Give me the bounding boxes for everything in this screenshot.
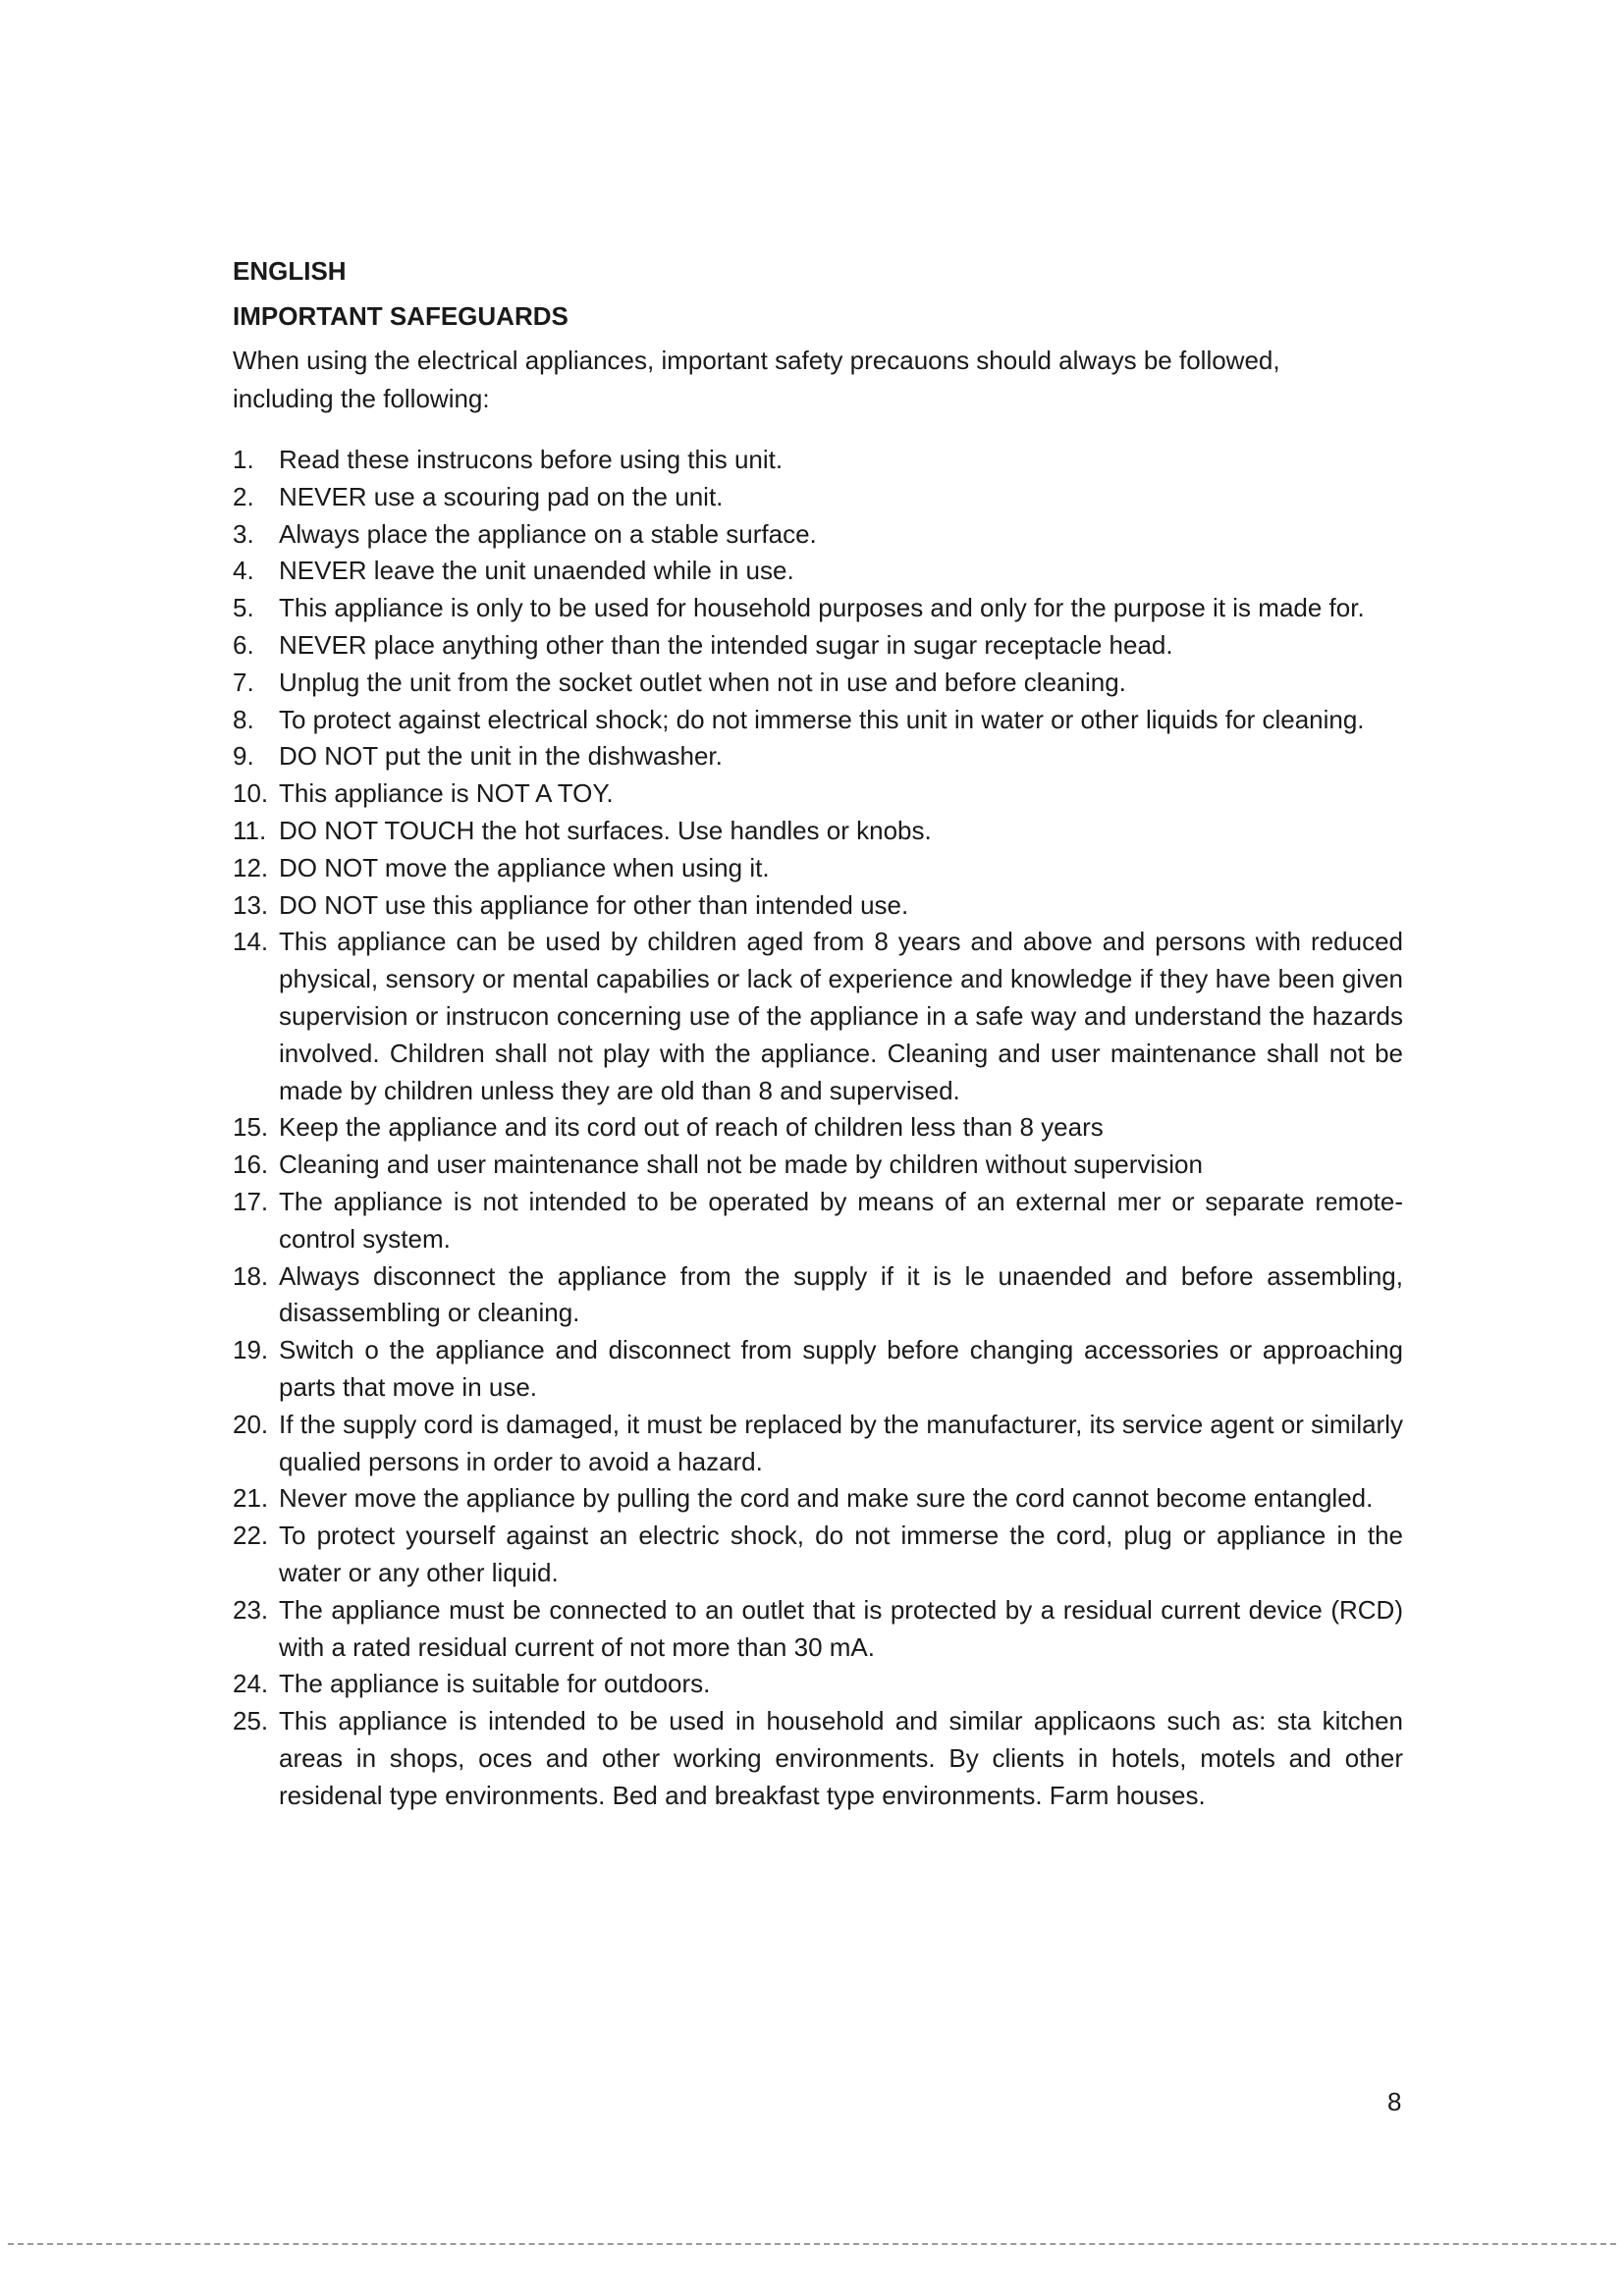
list-item: [233, 1109, 1411, 1147]
list-item: [233, 1518, 1411, 1592]
item-number: 11.: [233, 815, 267, 845]
item-number: 5.: [233, 593, 254, 623]
item-text: This appliance is intended to be used in household and similar applicaons such as: sta kitchen areas in shops, oces and other working environments. By clients in hotels, motels and other residenal type environments. Bed and breakfast type environments. Farm houses.: [279, 1706, 1403, 1810]
item-text: The appliance is not intended to be operated by means of an external mer or separate remote-control system.: [279, 1186, 1403, 1254]
list-item: [233, 1332, 1411, 1407]
item-number: 8.: [233, 704, 254, 734]
list-item: [233, 627, 1411, 665]
item-number: 3.: [233, 518, 254, 549]
item-text: This appliance can be used by children aged from 8 years and above and persons with reduced physical, sensory or mental capabilies or lack of experience and knowledge if they have been given supervision or instrucon concerning use of the appliance in a safe way and understand the hazards involved. Children shall not play with the appliance. Cleaning and user maintenance shall not be made by children unless they are old than 8 and supervised.: [279, 927, 1403, 1105]
item-text: Always disconnect the appliance from the supply if it is le unaended and before assembling, disassembling or cleaning.: [279, 1260, 1403, 1328]
list-item: [233, 1147, 1411, 1184]
item-text: DO NOT use this appliance for other than intended use.: [279, 889, 909, 920]
item-text: Keep the appliance and its cord out of reach of children less than 8 years: [279, 1112, 1104, 1143]
item-text: Switch o the appliance and disconnect from supply before changing accessories or approaching parts that move in use.: [279, 1335, 1403, 1402]
list-item: [233, 702, 1411, 739]
item-text: To protect against electrical shock; do not immerse this unit in water or other liquids for cleaning.: [279, 704, 1365, 734]
item-text: If the supply cord is damaged, it must be replaced by the manufacturer, its service agent or similarly qualied persons in order to avoid a hazard.: [279, 1409, 1403, 1476]
item-text: The appliance is suitable for outdoors.: [279, 1669, 711, 1699]
item-number: 16.: [233, 1149, 269, 1180]
item-text: The appliance must be connected to an outlet that is protected by a residual current device (RCD) with a rated residual current of not more than 30 mA.: [279, 1594, 1403, 1662]
list-item: [233, 1258, 1411, 1333]
item-number: 25.: [233, 1706, 269, 1736]
language-label: ENGLISH: [233, 256, 347, 286]
item-number: 15.: [233, 1112, 269, 1143]
item-text: This appliance is NOT A TOY.: [279, 778, 614, 809]
page-number: 8: [1387, 2087, 1402, 2116]
item-number: 13.: [233, 889, 269, 920]
footer-divider: [8, 2243, 1616, 2245]
list-item: [233, 516, 1411, 554]
item-text: This appliance is only to be used for household purposes and only for the purpose it is made for.: [279, 593, 1365, 623]
item-number: 6.: [233, 629, 254, 660]
list-item: [233, 665, 1411, 702]
item-text: NEVER use a scouring pad on the unit.: [279, 481, 724, 511]
item-number: 1.: [233, 445, 254, 474]
list-item: [233, 887, 1411, 925]
list-item: [233, 442, 1411, 479]
item-number: 22.: [233, 1521, 269, 1551]
list-item: [233, 738, 1411, 775]
list-item: [233, 1480, 1411, 1518]
item-number: 2.: [233, 481, 254, 511]
list-item: [233, 775, 1411, 813]
item-number: 9.: [233, 741, 254, 772]
item-text: DO NOT TOUCH the hot surfaces. Use handles or knobs.: [279, 815, 932, 845]
intro-paragraph: When using the electrical appliances, important safety precauons should always be followed, including the following:: [233, 346, 1280, 413]
item-number: 19.: [233, 1335, 269, 1365]
item-text: Cleaning and user maintenance shall not be made by children without supervision: [279, 1149, 1203, 1180]
list-item: [233, 1592, 1411, 1667]
item-number: 14.: [233, 927, 269, 957]
item-text: NEVER place anything other than the intended sugar in sugar receptacle head.: [279, 629, 1173, 660]
item-number: 18.: [233, 1260, 269, 1291]
item-number: 21.: [233, 1483, 269, 1514]
item-text: Unplug the unit from the socket outlet when not in use and before cleaning.: [279, 667, 1126, 697]
item-text: Read these instrucons before using this unit.: [279, 445, 784, 474]
item-number: 20.: [233, 1409, 269, 1439]
section-heading: IMPORTANT SAFEGUARDS: [233, 301, 568, 331]
item-text: DO NOT put the unit in the dishwasher.: [279, 741, 723, 772]
safeguards-list: [233, 442, 1411, 1814]
item-number: 23.: [233, 1594, 269, 1625]
item-text: DO NOT move the appliance when using it.: [279, 852, 770, 882]
item-number: 4.: [233, 556, 254, 586]
item-text: Never move the appliance by pulling the cord and make sure the cord cannot become entangled.: [279, 1483, 1374, 1514]
item-number: 12.: [233, 852, 269, 882]
list-item: [233, 924, 1411, 1109]
item-text: NEVER leave the unit unaended while in use.: [279, 556, 794, 586]
list-item: [233, 479, 1411, 516]
list-item: [233, 553, 1411, 590]
list-item: [233, 1666, 1411, 1703]
item-text: To protect yourself against an electric shock, do not immerse the cord, plug or appliance in the water or any other liquid.: [279, 1521, 1403, 1587]
item-text: Always place the appliance on a stable surface.: [279, 518, 817, 549]
page-content: [233, 253, 1411, 1814]
item-number: 10.: [233, 778, 269, 809]
item-number: 24.: [233, 1669, 269, 1699]
list-item: [233, 850, 1411, 887]
item-number: 7.: [233, 667, 254, 697]
list-item: [233, 1407, 1411, 1481]
list-item: [233, 590, 1411, 627]
list-item: [233, 813, 1411, 850]
list-item: [233, 1184, 1411, 1258]
item-number: 17.: [233, 1186, 269, 1216]
list-item: [233, 1703, 1411, 1814]
